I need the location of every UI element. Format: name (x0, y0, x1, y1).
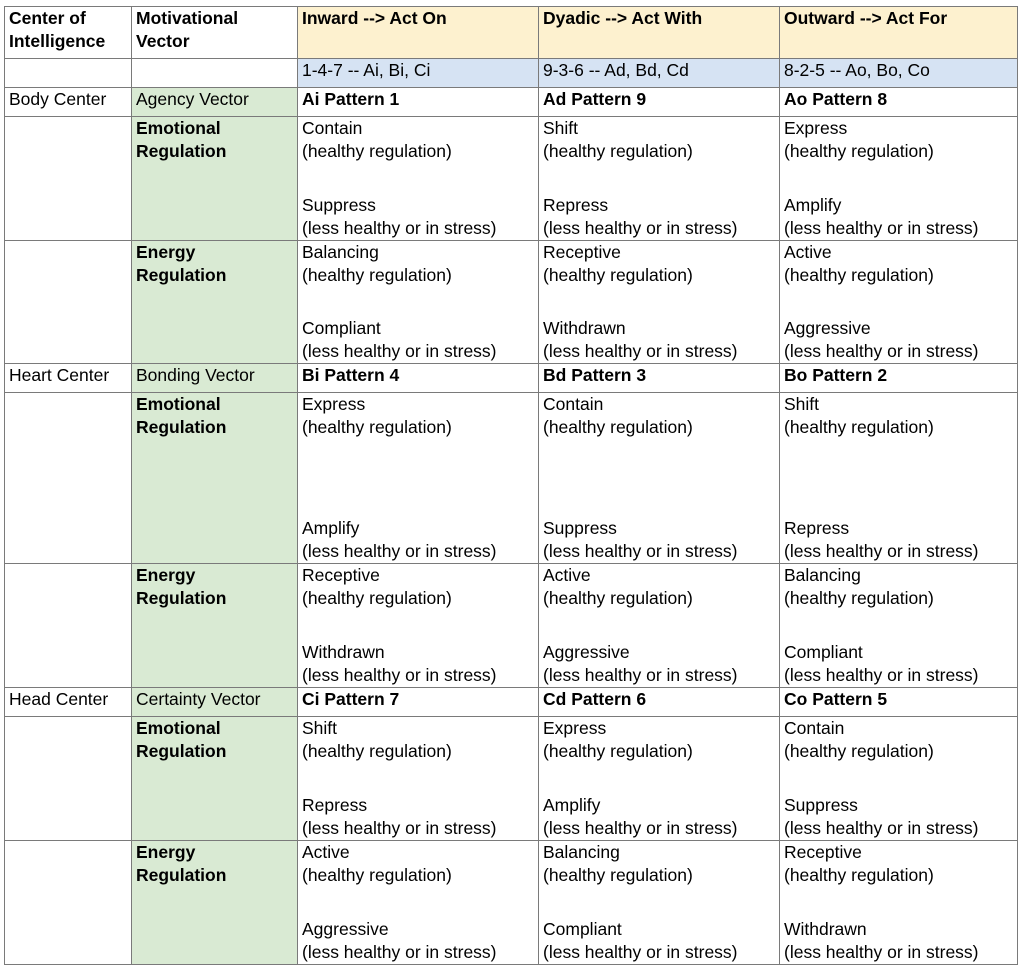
healthy-block (784, 241, 1013, 287)
codes-empty-cell[interactable] (132, 59, 298, 88)
energy-regulation-row (5, 241, 1018, 364)
stress-block (543, 317, 738, 363)
healthy-term: Express (302, 394, 366, 414)
pattern-cell-inward[interactable]: Ci Pattern 7 (298, 688, 539, 717)
codes-row (5, 59, 1018, 88)
emotional-regulation-row (5, 117, 1018, 241)
healthy-block (784, 717, 1013, 763)
stress-term: Amplify (784, 195, 842, 215)
emotional-regulation-row (5, 717, 1018, 841)
stress-term: Aggressive (543, 642, 630, 662)
healthy-block (302, 393, 534, 439)
stress-block (302, 641, 497, 687)
emotional-regulation-label[interactable] (132, 717, 298, 841)
stress-note: (less healthy or in stress) (302, 665, 497, 685)
regulation-label-line: Energy (136, 242, 196, 262)
pattern-cell-outward[interactable]: Co Pattern 5 (780, 688, 1018, 717)
healthy-note: (healthy regulation) (543, 265, 693, 285)
emotional-cell-inward[interactable] (298, 717, 539, 841)
stress-block (784, 194, 979, 240)
energy-cell-dyadic[interactable] (539, 841, 780, 965)
empty-center-cell[interactable] (5, 241, 132, 364)
healthy-note: (healthy regulation) (543, 741, 693, 761)
healthy-block (302, 117, 534, 163)
header-row (5, 7, 1018, 59)
emotional-cell-inward[interactable] (298, 393, 539, 564)
healthy-note: (healthy regulation) (543, 141, 693, 161)
energy-cell-outward[interactable] (780, 241, 1018, 364)
energy-regulation-row (5, 564, 1018, 688)
stress-term: Suppress (543, 518, 617, 538)
vector-cell[interactable]: Certainty Vector (132, 688, 298, 717)
healthy-block (543, 841, 775, 887)
stress-note: (less healthy or in stress) (302, 942, 497, 962)
stress-note: (less healthy or in stress) (543, 218, 738, 238)
healthy-term: Receptive (543, 242, 621, 262)
healthy-note: (healthy regulation) (543, 588, 693, 608)
stress-note: (less healthy or in stress) (784, 218, 979, 238)
stress-term: Repress (302, 795, 368, 815)
stress-term: Suppress (784, 795, 858, 815)
pattern-cell-dyadic[interactable]: Ad Pattern 9 (539, 88, 780, 117)
healthy-term: Balancing (543, 842, 620, 862)
stress-term: Amplify (543, 795, 601, 815)
stress-term: Compliant (543, 919, 622, 939)
energy-cell-dyadic[interactable] (539, 564, 780, 688)
stress-block (302, 794, 497, 840)
energy-cell-dyadic[interactable] (539, 241, 780, 364)
healthy-block (784, 393, 1013, 439)
healthy-term: Express (784, 118, 848, 138)
header-inward[interactable]: Inward --> Act On (298, 7, 539, 59)
regulation-label-line: Emotional (136, 718, 221, 738)
regulation-label-line: Regulation (136, 588, 227, 608)
healthy-block (543, 564, 775, 610)
energy-cell-inward[interactable] (298, 841, 539, 965)
healthy-term: Express (543, 718, 607, 738)
stress-term: Withdrawn (543, 318, 626, 338)
stress-block (784, 918, 979, 964)
healthy-block (302, 717, 534, 763)
healthy-term: Contain (543, 394, 604, 414)
healthy-term: Balancing (784, 565, 861, 585)
stress-note: (less healthy or in stress) (302, 818, 497, 838)
healthy-block (302, 564, 534, 610)
stress-term: Amplify (302, 518, 360, 538)
stress-block (784, 641, 979, 687)
energy-regulation-label[interactable] (132, 241, 298, 364)
stress-note: (less healthy or in stress) (543, 942, 738, 962)
header-motivational-vector[interactable]: Motivational Vector (132, 7, 298, 59)
regulation-label-line: Regulation (136, 265, 227, 285)
stress-term: Repress (784, 518, 850, 538)
healthy-term: Shift (302, 718, 338, 738)
stress-term: Compliant (784, 642, 863, 662)
header-dyadic[interactable]: Dyadic --> Act With (539, 7, 780, 59)
stress-note: (less healthy or in stress) (543, 341, 738, 361)
stress-term: Compliant (302, 318, 381, 338)
healthy-block (784, 117, 1013, 163)
healthy-note: (healthy regulation) (784, 265, 934, 285)
stress-note: (less healthy or in stress) (302, 541, 497, 561)
healthy-term: Contain (302, 118, 363, 138)
healthy-note: (healthy regulation) (784, 588, 934, 608)
regulation-table (4, 6, 1018, 965)
healthy-note: (healthy regulation) (543, 417, 693, 437)
emotional-cell-dyadic[interactable] (539, 117, 780, 241)
energy-cell-inward[interactable] (298, 564, 539, 688)
healthy-block (302, 841, 534, 887)
codes-inward[interactable]: 1-4-7 -- Ai, Bi, Ci (298, 59, 539, 88)
pattern-row (5, 364, 1018, 393)
healthy-term: Shift (784, 394, 820, 414)
header-center-of-intelligence[interactable]: Center of Intelligence (5, 7, 132, 59)
healthy-note: (healthy regulation) (543, 865, 693, 885)
stress-note: (less healthy or in stress) (784, 942, 979, 962)
stress-block (543, 194, 738, 240)
pattern-cell-inward[interactable]: Bi Pattern 4 (298, 364, 539, 393)
energy-cell-inward[interactable] (298, 241, 539, 364)
healthy-note: (healthy regulation) (784, 417, 934, 437)
pattern-cell-outward[interactable]: Ao Pattern 8 (780, 88, 1018, 117)
healthy-note: (healthy regulation) (784, 741, 934, 761)
healthy-term: Balancing (302, 242, 379, 262)
stress-note: (less healthy or in stress) (543, 818, 738, 838)
stress-term: Aggressive (784, 318, 871, 338)
healthy-note: (healthy regulation) (784, 141, 934, 161)
stress-block (302, 918, 497, 964)
stress-note: (less healthy or in stress) (784, 818, 979, 838)
stress-note: (less healthy or in stress) (543, 541, 738, 561)
pattern-row (5, 688, 1018, 717)
stress-block (543, 641, 738, 687)
healthy-block (543, 393, 775, 439)
healthy-term: Active (784, 242, 832, 262)
energy-cell-outward[interactable] (780, 564, 1018, 688)
stress-note: (less healthy or in stress) (784, 341, 979, 361)
stress-term: Repress (543, 195, 609, 215)
stress-term: Aggressive (302, 919, 389, 939)
healthy-block (784, 564, 1013, 610)
center-cell[interactable]: Head Center (5, 688, 132, 717)
stress-block (784, 517, 979, 563)
stress-note: (less healthy or in stress) (543, 665, 738, 685)
stress-block (784, 794, 979, 840)
healthy-note: (healthy regulation) (302, 141, 452, 161)
stress-term: Withdrawn (302, 642, 385, 662)
energy-regulation-label[interactable] (132, 841, 298, 965)
stress-note: (less healthy or in stress) (302, 341, 497, 361)
stress-block (302, 317, 497, 363)
empty-center-cell[interactable] (5, 117, 132, 241)
healthy-note: (healthy regulation) (784, 865, 934, 885)
healthy-note: (healthy regulation) (302, 265, 452, 285)
regulation-label-line: Energy (136, 842, 196, 862)
stress-block (543, 517, 738, 563)
pattern-cell-dyadic[interactable]: Cd Pattern 6 (539, 688, 780, 717)
healthy-note: (healthy regulation) (302, 865, 452, 885)
healthy-block (543, 241, 775, 287)
center-cell[interactable]: Heart Center (5, 364, 132, 393)
vector-cell[interactable]: Agency Vector (132, 88, 298, 117)
healthy-term: Receptive (784, 842, 862, 862)
stress-note: (less healthy or in stress) (784, 541, 979, 561)
healthy-note: (healthy regulation) (302, 741, 452, 761)
stress-block (543, 918, 738, 964)
energy-regulation-row (5, 841, 1018, 965)
healthy-note: (healthy regulation) (302, 417, 452, 437)
stress-term: Withdrawn (784, 919, 867, 939)
healthy-term: Active (302, 842, 350, 862)
healthy-block (543, 117, 775, 163)
empty-center-cell[interactable] (5, 564, 132, 688)
pattern-row (5, 88, 1018, 117)
healthy-block (543, 717, 775, 763)
stress-block (543, 794, 738, 840)
healthy-term: Shift (543, 118, 579, 138)
emotional-cell-inward[interactable] (298, 117, 539, 241)
energy-regulation-label[interactable] (132, 564, 298, 688)
pattern-cell-inward[interactable]: Ai Pattern 1 (298, 88, 539, 117)
emotional-cell-outward[interactable] (780, 717, 1018, 841)
emotional-regulation-label[interactable] (132, 393, 298, 564)
emotional-cell-dyadic[interactable] (539, 393, 780, 564)
codes-outward[interactable]: 8-2-5 -- Ao, Bo, Co (780, 59, 1018, 88)
regulation-label-line: Regulation (136, 417, 227, 437)
regulation-label-line: Regulation (136, 865, 227, 885)
stress-block (784, 317, 979, 363)
pattern-cell-dyadic[interactable]: Bd Pattern 3 (539, 364, 780, 393)
pattern-cell-outward[interactable]: Bo Pattern 2 (780, 364, 1018, 393)
stress-block (302, 517, 497, 563)
healthy-term: Contain (784, 718, 845, 738)
header-outward[interactable]: Outward --> Act For (780, 7, 1018, 59)
codes-dyadic[interactable]: 9-3-6 -- Ad, Bd, Cd (539, 59, 780, 88)
emotional-cell-outward[interactable] (780, 117, 1018, 241)
regulation-label-line: Regulation (136, 741, 227, 761)
regulation-label-line: Emotional (136, 118, 221, 138)
codes-empty-cell[interactable] (5, 59, 132, 88)
healthy-block (302, 241, 534, 287)
stress-block (302, 194, 497, 240)
emotional-cell-outward[interactable] (780, 393, 1018, 564)
emotional-regulation-row (5, 393, 1018, 564)
stress-note: (less healthy or in stress) (784, 665, 979, 685)
regulation-label-line: Energy (136, 565, 196, 585)
empty-center-cell[interactable] (5, 717, 132, 841)
energy-cell-outward[interactable] (780, 841, 1018, 965)
healthy-note: (healthy regulation) (302, 588, 452, 608)
empty-center-cell[interactable] (5, 841, 132, 965)
empty-center-cell[interactable] (5, 393, 132, 564)
stress-term: Suppress (302, 195, 376, 215)
emotional-cell-dyadic[interactable] (539, 717, 780, 841)
stress-note: (less healthy or in stress) (302, 218, 497, 238)
regulation-label-line: Emotional (136, 394, 221, 414)
healthy-block (784, 841, 1013, 887)
regulation-label-line: Regulation (136, 141, 227, 161)
healthy-term: Active (543, 565, 591, 585)
center-cell[interactable]: Body Center (5, 88, 132, 117)
healthy-term: Receptive (302, 565, 380, 585)
vector-cell[interactable]: Bonding Vector (132, 364, 298, 393)
emotional-regulation-label[interactable] (132, 117, 298, 241)
